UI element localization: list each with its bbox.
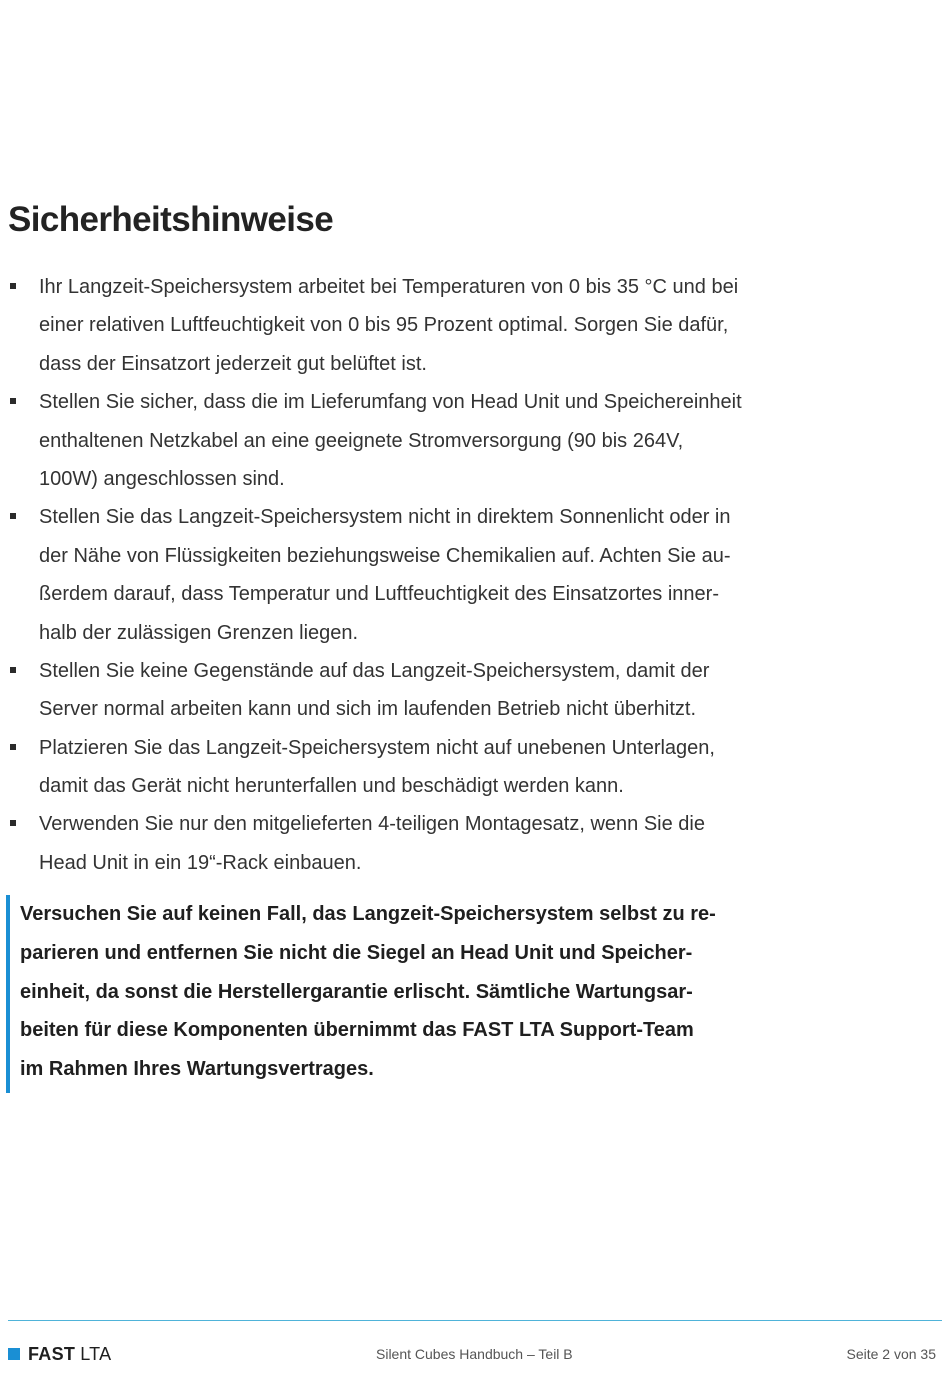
warning-callout [6, 895, 786, 1093]
list-item-line: einer relativen Luftfeuchtigkeit von 0 bis 95 Prozent optimal. Sorgen Sie dafür, [39, 314, 729, 337]
footer-document-title: Silent Cubes Handbuch – Teil B [376, 1346, 573, 1362]
list-item-line: Verwenden Sie nur den mitgelieferten 4-teiligen Montagesatz, wenn Sie die [39, 813, 705, 836]
list-item-line: Server normal arbeiten kann und sich im laufenden Betrieb nicht überhitzt. [39, 698, 697, 721]
logo-text-light: LTA [80, 1343, 112, 1364]
footer-page-number: Seite 2 von 35 [846, 1346, 936, 1362]
warning-text-line: beiten für diese Komponenten übernimmt das FAST LTA Support-Team [20, 1019, 694, 1042]
list-item-line: enthaltenen Netzkabel an eine geeignete Stromversorgung (90 bis 264V, [39, 429, 684, 452]
square-bullet-icon [10, 398, 16, 404]
list-item-line: Stellen Sie das Langzeit-Speichersystem nicht in direktem Sonnenlicht oder in [39, 506, 731, 529]
square-bullet-icon [10, 667, 16, 673]
list-item [0, 383, 800, 498]
list-item [0, 805, 800, 882]
list-item [0, 498, 800, 652]
square-bullet-icon [10, 820, 16, 826]
safety-list [0, 268, 800, 882]
warning-text-line: einheit, da sonst die Herstellergarantie erlischt. Sämtliche Wartungsar- [20, 980, 693, 1003]
company-logo [8, 1344, 111, 1364]
warning-text-line: parieren und entfernen Sie nicht die Siegel an Head Unit und Speicher- [20, 941, 693, 964]
list-item [0, 268, 800, 383]
warning-text-line: Versuchen Sie auf keinen Fall, das Langzeit-Speichersystem selbst zu re- [20, 903, 716, 925]
list-item-line: damit das Gerät nicht herunterfallen und beschädigt werden kann. [39, 775, 624, 798]
list-item-line: der Nähe von Flüssigkeiten beziehungsweise Chemikalien auf. Achten Sie au- [39, 544, 731, 567]
list-item-line: Head Unit in ein 19“-Rack einbauen. [39, 851, 362, 874]
footer-divider [8, 1320, 942, 1321]
page-title: Sicherheitshinweise [8, 200, 334, 239]
list-item-line: Stellen Sie keine Gegenstände auf das Langzeit-Speichersystem, damit der [39, 659, 710, 682]
list-item-line: halb der zulässigen Grenzen liegen. [39, 621, 359, 644]
square-bullet-icon [10, 513, 16, 519]
logo-square-icon [8, 1348, 20, 1360]
list-item [0, 729, 800, 806]
list-item-line: 100W) angeschlossen sind. [39, 467, 285, 490]
list-item-line: Platzieren Sie das Langzeit-Speichersystem nicht auf unebenen Unterlagen, [39, 736, 715, 759]
logo-text-bold: FAST [28, 1343, 76, 1364]
warning-text-line: im Rahmen Ihres Wartungsvertrages. [20, 1058, 374, 1081]
list-item [0, 652, 800, 729]
list-item-line: Stellen Sie sicher, dass die im Lieferumfang von Head Unit und Speichereinheit [39, 391, 742, 414]
square-bullet-icon [10, 283, 16, 289]
list-item-line: ßerdem darauf, dass Temperatur und Luftfeuchtigkeit des Einsatzortes inner- [39, 583, 719, 606]
list-item-line: Ihr Langzeit-Speichersystem arbeitet bei Temperaturen von 0 bis 35 °C und bei [39, 276, 739, 298]
list-item-line: dass der Einsatzort jederzeit gut belüftet ist. [39, 352, 427, 375]
square-bullet-icon [10, 744, 16, 750]
